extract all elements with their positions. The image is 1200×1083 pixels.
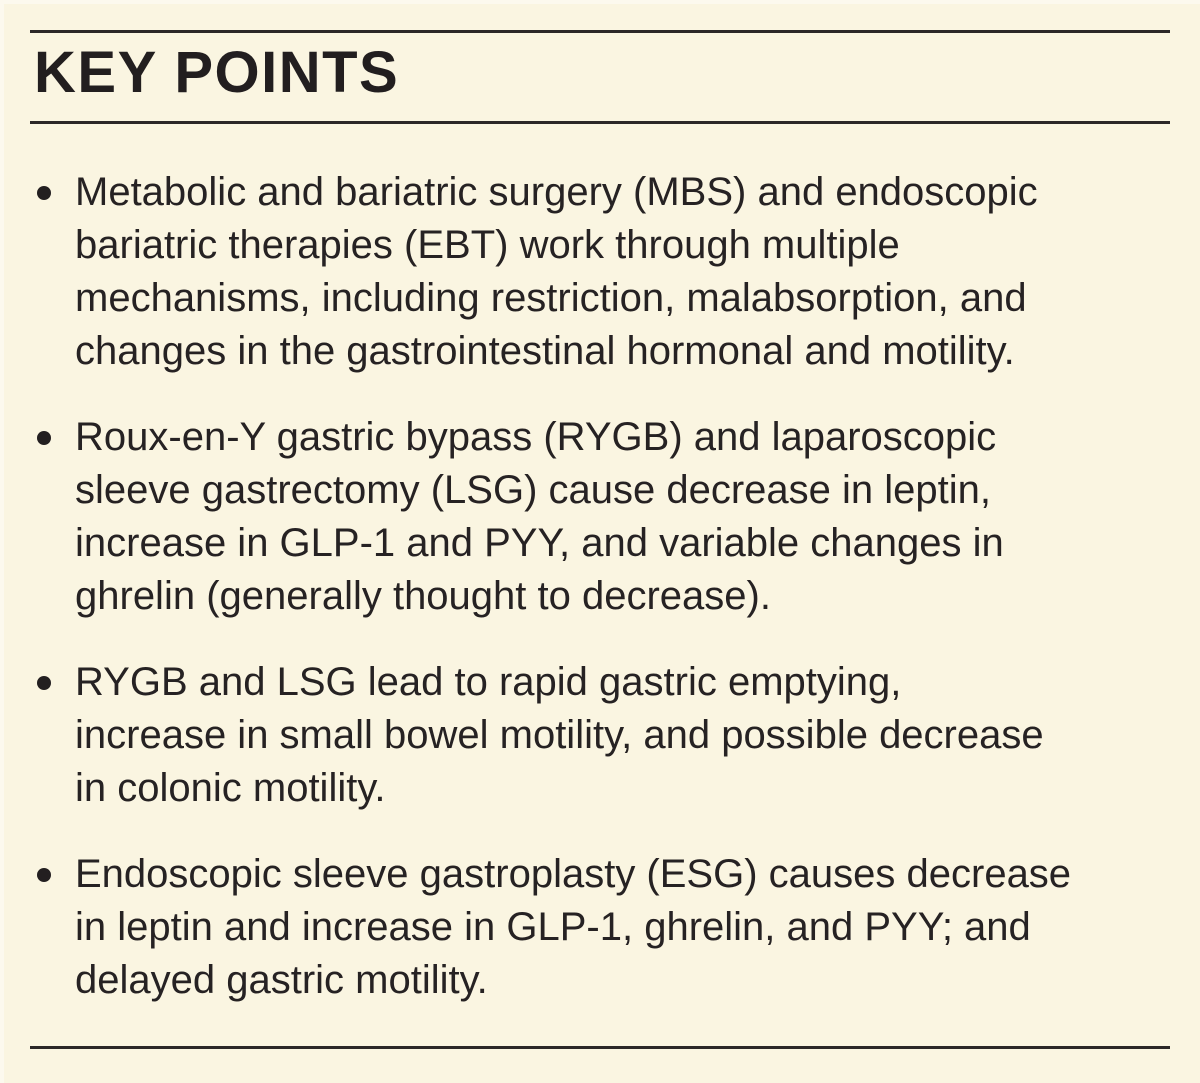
key-point-item — [36, 848, 1180, 1007]
key-point-text-line: in colonic motility. — [75, 766, 386, 810]
bullet-marker — [37, 868, 51, 882]
bullet-marker — [37, 676, 51, 690]
key-point-text — [75, 411, 1180, 623]
bottom-rule — [30, 1046, 1170, 1049]
key-point-text — [75, 848, 1180, 1007]
key-point-text-line: in leptin and increase in GLP-1, ghrelin, and PYY; and — [75, 905, 1031, 949]
key-point-text-line: Metabolic and bariatric surgery (MBS) and endoscopic — [75, 170, 1038, 214]
key-point-text-line: increase in GLP-1 and PYY, and variable changes in — [75, 521, 1004, 565]
key-point-text-line: Endoscopic sleeve gastroplasty (ESG) causes decrease — [75, 852, 1072, 896]
top-rule — [30, 30, 1170, 33]
key-point-text-line: Roux-en-Y gastric bypass (RYGB) and laparoscopic — [75, 415, 997, 459]
heading-underline-rule — [30, 121, 1170, 124]
key-point-text-line: mechanisms, including restriction, malabsorption, and — [75, 276, 1027, 320]
key-point-text-line: delayed gastric motility. — [75, 958, 488, 1002]
section-title: KEY POINTS — [34, 40, 400, 105]
key-point-text-line: ghrelin (generally thought to decrease). — [75, 574, 771, 618]
bullet-marker — [37, 431, 51, 445]
key-point-text-line: changes in the gastrointestinal hormonal and motility. — [75, 329, 1015, 373]
key-point-item — [36, 166, 1180, 378]
key-point-text — [75, 656, 1180, 815]
bullet-marker — [37, 186, 51, 200]
key-point-text — [75, 166, 1180, 378]
key-points-list — [36, 166, 1180, 1007]
key-point-item — [36, 411, 1180, 623]
key-point-text-line: sleeve gastrectomy (LSG) cause decrease in leptin, — [75, 468, 991, 512]
key-point-item — [36, 656, 1180, 815]
key-point-text-line: increase in small bowel motility, and possible decrease — [75, 713, 1044, 757]
key-point-text-line: bariatric therapies (EBT) work through multiple — [75, 223, 900, 267]
key-point-text-line: RYGB and LSG lead to rapid gastric emptying, — [75, 660, 902, 704]
